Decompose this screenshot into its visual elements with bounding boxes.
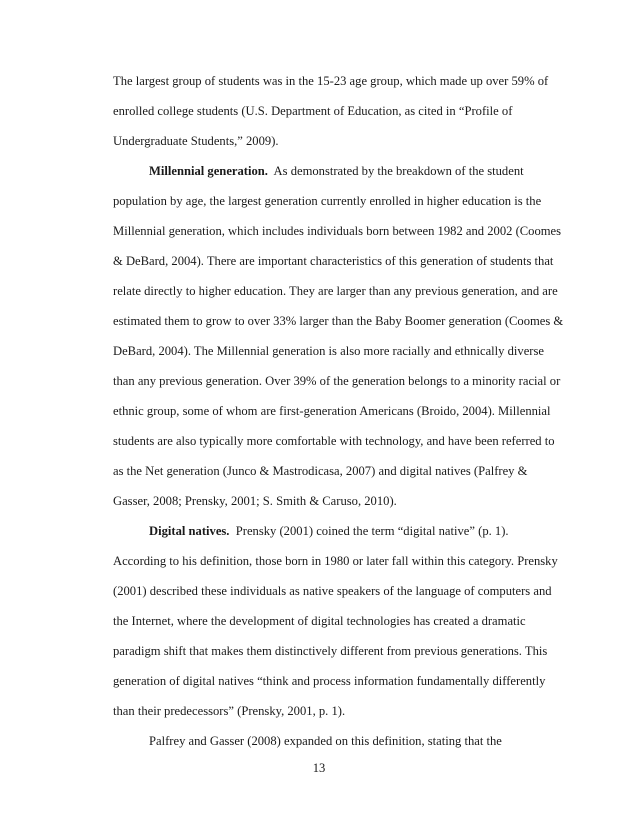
body-text-line: the Internet, where the development of digital technologies has created a dramatic: [113, 614, 526, 628]
body-text-line: Undergraduate Students,” 2009).: [113, 134, 279, 148]
section-heading-digital-natives: Digital natives.: [149, 524, 230, 538]
body-text-line: generation of digital natives “think and process information fundamentally differently: [113, 674, 546, 688]
body-text-line: ethnic group, some of whom are first-generation Americans (Broido, 2004). Millennial: [113, 404, 551, 418]
body-text-line: paradigm shift that makes them distinctively different from previous generations. This: [113, 644, 548, 658]
paragraph-first-line: Palfrey and Gasser (2008) expanded on this definition, stating that the: [149, 734, 502, 748]
paragraph-first-line: [149, 163, 524, 179]
paragraph-first-line: [149, 523, 509, 539]
body-text-line: According to his definition, those born in 1980 or later fall within this category. Prensky: [113, 554, 558, 568]
body-text-line: (2001) described these individuals as native speakers of the language of computers and: [113, 584, 552, 598]
body-text-line: as the Net generation (Junco & Mastrodicasa, 2007) and digital natives (Palfrey &: [113, 464, 528, 478]
body-text-line: Gasser, 2008; Prensky, 2001; S. Smith & Caruso, 2010).: [113, 494, 397, 508]
body-text-line: relate directly to higher education. They are larger than any previous generation, and are: [113, 284, 558, 298]
body-text-line: than their predecessors” (Prensky, 2001, p. 1).: [113, 704, 346, 718]
body-text-line: students are also typically more comfortable with technology, and have been referred to: [113, 434, 555, 448]
page-number: 13: [312, 761, 326, 775]
body-text-line: DeBard, 2004). The Millennial generation is also more racially and ethnically diverse: [113, 344, 544, 358]
body-text-fragment: Prensky (2001) coined the term “digital native” (p. 1).: [235, 524, 509, 538]
body-text-line: The largest group of students was in the 15-23 age group, which made up over 59% of: [113, 74, 549, 88]
body-text-line: population by age, the largest generation currently enrolled in higher education is the: [113, 194, 542, 208]
body-text-line: Millennial generation, which includes individuals born between 1982 and 2002 (Coomes: [113, 224, 562, 238]
body-text-line: enrolled college students (U.S. Department of Education, as cited in “Profile of: [113, 104, 513, 118]
body-text-fragment: As demonstrated by the breakdown of the student: [273, 164, 524, 178]
section-heading-millennial-generation: Millennial generation.: [149, 164, 268, 178]
body-text-line: & DeBard, 2004). There are important characteristics of this generation of students that: [113, 254, 554, 268]
body-text-line: estimated them to grow to over 33% larger than the Baby Boomer generation (Coomes &: [113, 314, 564, 328]
body-text-line: than any previous generation. Over 39% of the generation belongs to a minority racial or: [113, 374, 561, 388]
